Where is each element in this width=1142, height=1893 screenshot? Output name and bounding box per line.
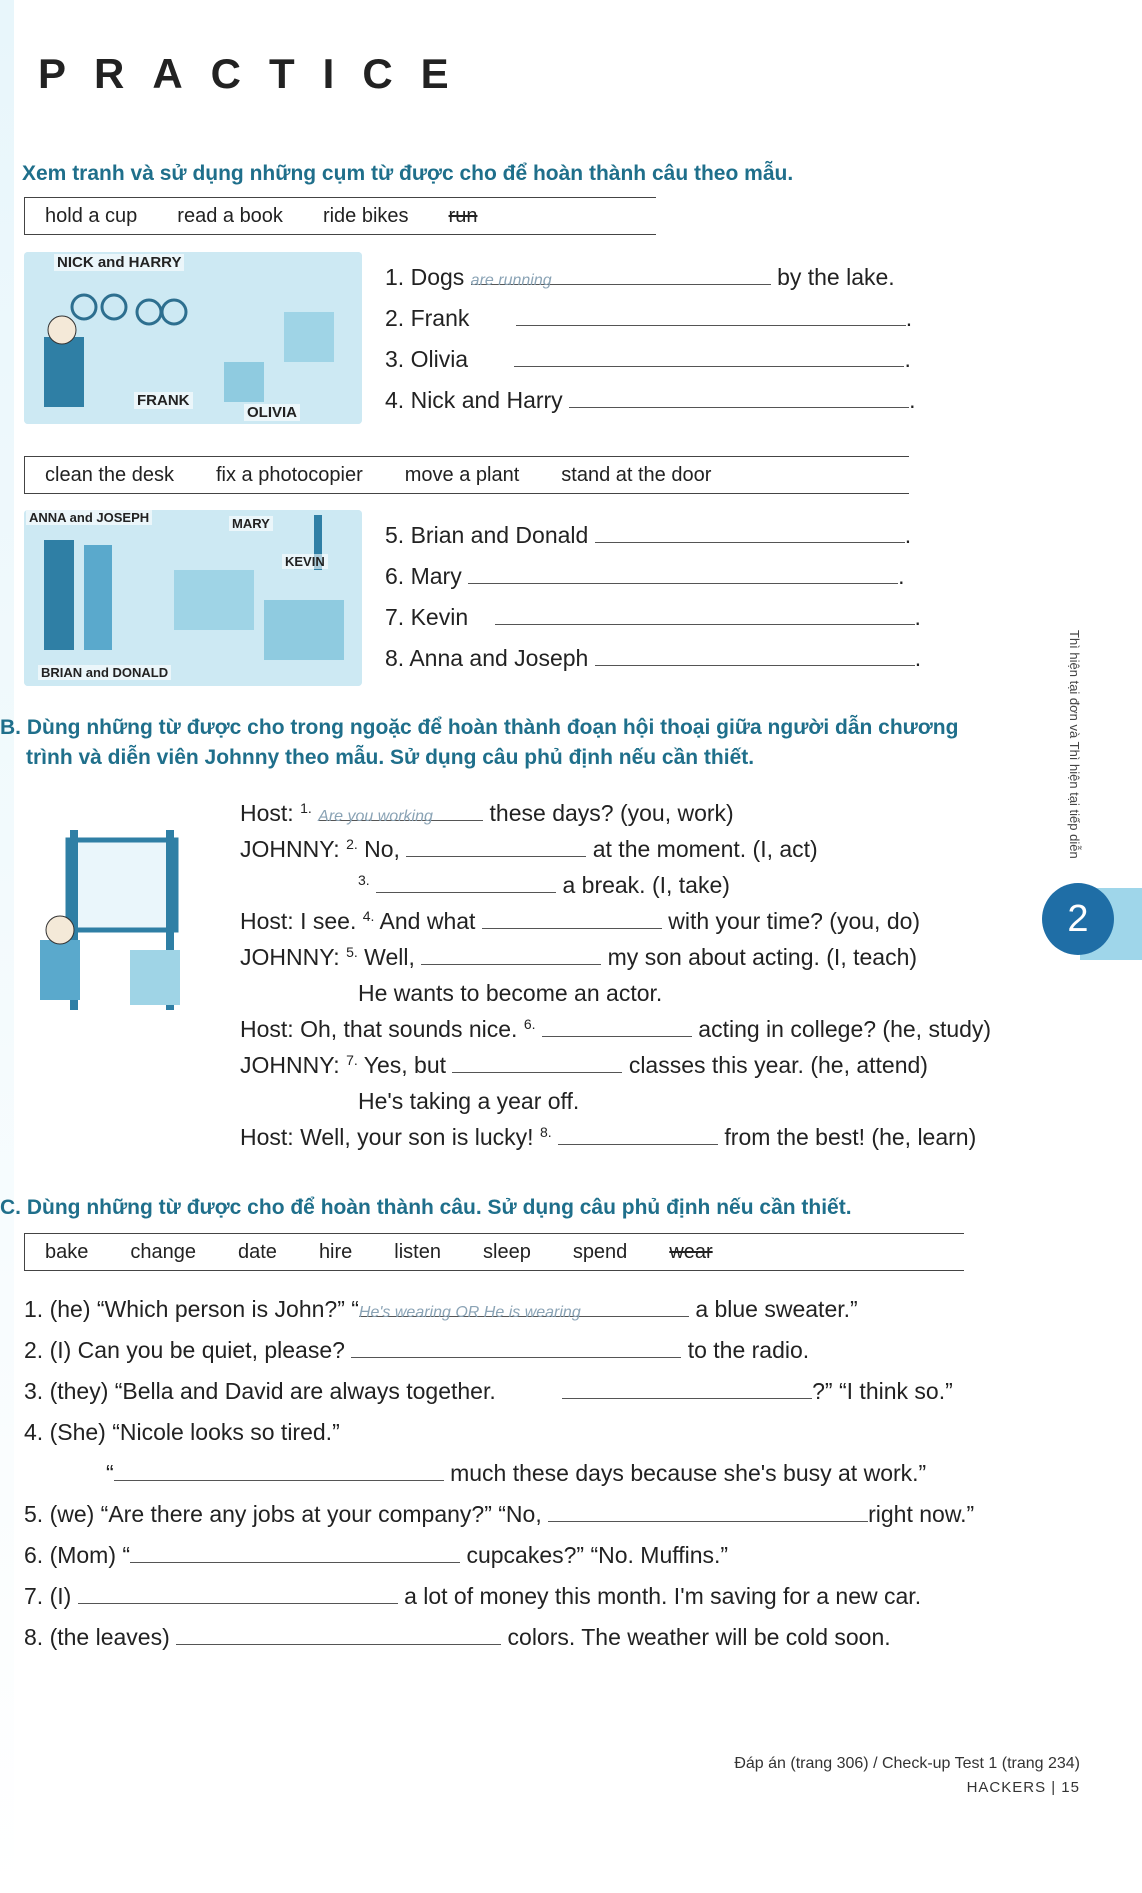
question-number: 4.	[385, 387, 405, 413]
answer-blank[interactable]	[548, 1501, 868, 1522]
dialogue-line-10	[240, 1124, 991, 1160]
answer-blank[interactable]	[495, 604, 915, 625]
word-box-3-item: change	[130, 1240, 196, 1263]
question-c1	[24, 1296, 974, 1337]
line-text: He wants to become an actor.	[358, 980, 663, 1006]
line-hint: at the moment. (I, act)	[592, 836, 818, 862]
word-box-3-item: hire	[318, 1240, 353, 1263]
word-box-3-item: sleep	[483, 1240, 531, 1263]
answer-blank[interactable]	[516, 305, 906, 326]
question-text: 3. (they) “Bella and David are always together.	[24, 1378, 496, 1404]
line-number: 7.	[346, 1052, 358, 1068]
question-reply: “I think so.”	[838, 1378, 953, 1404]
answer-blank[interactable]	[468, 563, 898, 584]
question-number: 7.	[385, 604, 405, 630]
question-subject: Dogs	[410, 264, 465, 290]
word-box-3-item: listen	[394, 1240, 441, 1263]
question-c2	[24, 1337, 974, 1378]
question-reply: “No,	[498, 1501, 542, 1527]
speaker: Host:	[240, 1124, 294, 1150]
line-number: 1.	[300, 800, 312, 816]
dialogue-line-5	[240, 944, 991, 980]
page-edge-decoration	[0, 0, 14, 1893]
question-c3	[24, 1378, 974, 1419]
word-box-2-item: move a plant	[404, 463, 520, 486]
line-number: 5.	[346, 944, 358, 960]
question-tail: .	[914, 645, 922, 671]
question-text: 7. (I)	[24, 1583, 72, 1609]
line-text: Well, your son is lucky!	[300, 1124, 534, 1150]
label-olivia: OLIVIA	[244, 404, 300, 421]
speaker: JOHNNY:	[240, 836, 340, 862]
question-c7	[24, 1583, 974, 1624]
example-answer: are running	[470, 272, 552, 289]
question-subject: Frank	[410, 305, 470, 331]
dialogue-line-9	[240, 1088, 991, 1124]
question-c4-continued	[24, 1460, 974, 1501]
quote-mark: “	[106, 1460, 114, 1486]
label-brian-donald: BRIAN and DONALD	[38, 665, 171, 680]
question-tail: .	[898, 563, 905, 589]
line-text: He's taking a year off.	[358, 1088, 580, 1114]
question-tail: a blue sweater.”	[695, 1296, 858, 1322]
question-number: 3.	[385, 346, 405, 372]
line-number: 8.	[539, 1124, 552, 1140]
speaker: Host:	[240, 800, 294, 826]
question-tail: .	[904, 522, 912, 548]
question-tail: .	[905, 305, 913, 331]
section-a-instruction: Xem tranh và sử dụng những cụm từ được cho để hoàn thành câu theo mẫu.	[22, 162, 794, 185]
lesson-number-badge	[1042, 866, 1114, 955]
question-text: 4. (She) “Nicole looks so tired.”	[24, 1419, 340, 1445]
park-drawing	[24, 252, 362, 424]
question-number: 2.	[385, 305, 405, 331]
office-drawing	[24, 510, 362, 686]
question-a1	[385, 264, 895, 291]
label-kevin: KEVIN	[282, 554, 328, 569]
answer-blank[interactable]	[376, 872, 556, 893]
question-tail: .	[914, 604, 921, 630]
word-box-2-item: fix a photocopier	[215, 463, 363, 486]
section-c-questions	[24, 1296, 974, 1665]
lesson-label: LESSON	[1059, 866, 1097, 876]
answer-blank[interactable]	[130, 1542, 460, 1563]
section-b-instruction-line2: trình và diễn viên Johnny theo mẫu. Sử dụng câu phủ định nếu cần thiết.	[26, 746, 755, 769]
word-box-3	[24, 1233, 964, 1271]
answer-blank[interactable]	[562, 1378, 812, 1399]
dialogue-line-8	[240, 1052, 991, 1088]
question-tail: much these days because she's busy at work.”	[450, 1460, 927, 1486]
line-hint: acting in college? (he, study)	[698, 1016, 992, 1042]
speaker: Host:	[240, 908, 294, 934]
word-box-2	[24, 456, 909, 494]
question-a2	[385, 305, 912, 332]
dialogue	[240, 800, 991, 1160]
example-answer: Are you working	[318, 808, 433, 825]
section-c-instruction: C. Dùng những từ được cho để hoàn thành câu. Sử dụng câu phủ định nếu cần thiết.	[0, 1196, 852, 1219]
dialogue-line-1	[240, 800, 991, 836]
question-text: 1. (he) “Which person is John?”	[24, 1296, 345, 1322]
dialogue-line-4	[240, 908, 991, 944]
question-subject: Kevin	[410, 604, 469, 630]
question-tail: colors. The weather will be cold soon.	[507, 1624, 891, 1650]
answer-blank[interactable]	[421, 944, 601, 965]
dialogue-line-3	[240, 872, 991, 908]
question-reply: “No. Muffins.”	[590, 1542, 729, 1568]
illustration-park	[24, 252, 362, 424]
question-tail: a lot of money this month. I'm saving for a new car.	[404, 1583, 922, 1609]
illustration-office	[24, 510, 362, 686]
question-number: 6.	[385, 563, 405, 589]
answer-blank[interactable]	[452, 1052, 622, 1073]
line-text: No,	[364, 836, 400, 862]
question-c6	[24, 1542, 974, 1583]
line-number: 4.	[362, 908, 375, 924]
footer-answer-ref: Đáp án (trang 306) / Check-up Test 1 (trang 234)	[734, 1755, 1080, 1772]
footer-page: HACKERS | 15	[966, 1779, 1080, 1796]
line-text: Oh, that sounds nice.	[300, 1016, 518, 1042]
word-box-1	[24, 197, 656, 235]
question-tail: .	[904, 346, 911, 372]
line-number: 3.	[358, 872, 370, 888]
answer-blank[interactable]	[176, 1624, 501, 1645]
line-text: Well,	[364, 944, 415, 970]
line-hint: with your time? (you, do)	[668, 908, 921, 934]
question-a4	[385, 387, 915, 414]
speaker: JOHNNY:	[240, 1052, 340, 1078]
word-box-2-item: stand at the door	[561, 463, 712, 486]
line-text: I see.	[300, 908, 357, 934]
answer-blank[interactable]	[78, 1583, 398, 1604]
answer-blank[interactable]	[482, 908, 662, 929]
word-box-3-item-crossed: wear	[669, 1240, 713, 1263]
line-number: 6.	[523, 1016, 536, 1032]
question-tail: right now.”	[868, 1501, 975, 1527]
footer	[734, 1755, 1080, 1796]
question-number: 5.	[385, 522, 405, 548]
question-subject: Mary	[410, 563, 462, 589]
question-subject: Anna and Joseph	[409, 645, 589, 671]
question-a5	[385, 522, 911, 549]
word-box-1-item: hold a cup	[45, 204, 138, 227]
line-hint: from the best! (he, learn)	[724, 1124, 977, 1150]
question-number: 1.	[385, 264, 405, 290]
question-number: 8.	[385, 645, 405, 671]
question-subject: Olivia	[410, 346, 469, 372]
question-a6	[385, 563, 904, 590]
answer-blank[interactable]	[470, 264, 771, 289]
question-text: 5. (we) “Are there any jobs at your company?”	[24, 1501, 492, 1527]
line-hint: a break. (I, take)	[562, 872, 730, 898]
illustration-tv-show	[30, 830, 190, 1010]
example-answer: He's wearing OR He is wearing	[358, 1304, 581, 1321]
label-nick-harry: NICK and HARRY	[54, 254, 184, 271]
answer-blank[interactable]	[595, 522, 905, 543]
word-box-3-item: date	[238, 1240, 277, 1263]
question-text: 2. (I) Can you be quiet, please?	[24, 1337, 345, 1363]
dialogue-line-6	[240, 980, 991, 1016]
speaker: Host:	[240, 1016, 294, 1042]
line-hint: classes this year. (he, attend)	[628, 1052, 928, 1078]
question-subject: Nick and Harry	[410, 387, 563, 413]
answer-blank[interactable]	[318, 800, 483, 825]
line-number: 2.	[346, 836, 358, 852]
label-frank: FRANK	[134, 392, 193, 409]
line-text: And what	[379, 908, 476, 934]
speaker: JOHNNY:	[240, 944, 340, 970]
question-text: 8. (the leaves)	[24, 1624, 170, 1650]
answer-blank[interactable]	[351, 1337, 681, 1358]
question-c4	[24, 1419, 974, 1460]
line-text: Yes, but	[363, 1052, 447, 1078]
answer-blank[interactable]	[595, 645, 915, 666]
answer-blank[interactable]	[569, 387, 909, 408]
tv-show-drawing	[30, 830, 190, 1010]
quote-mark: “	[351, 1296, 359, 1322]
question-a3	[385, 346, 911, 373]
question-tail: to the radio.	[687, 1337, 810, 1363]
line-hint: my son about acting. (I, teach)	[607, 944, 918, 970]
line-hint: these days? (you, work)	[489, 800, 734, 826]
question-text: 6. (Mom) “	[24, 1542, 131, 1568]
answer-blank[interactable]	[358, 1296, 689, 1321]
word-box-3-item: spend	[572, 1240, 628, 1263]
question-tail: cupcakes?”	[466, 1542, 585, 1568]
word-box-1-item-crossed: run	[448, 204, 478, 227]
question-c5	[24, 1501, 974, 1542]
answer-blank[interactable]	[558, 1124, 718, 1145]
dialogue-line-7	[240, 1016, 991, 1052]
side-chapter-title: Thì hiện tại đơn và Thì hiện tại tiếp diễn	[1067, 630, 1082, 859]
answer-blank[interactable]	[114, 1460, 444, 1481]
question-a7	[385, 604, 921, 631]
section-b-instruction-line1: B. Dùng những từ được cho trong ngoặc để hoàn thành đoạn hội thoại giữa người dẫn chương	[0, 716, 959, 739]
word-box-3-item: bake	[45, 1240, 89, 1263]
lesson-number: 2	[1067, 898, 1089, 940]
answer-blank[interactable]	[406, 836, 586, 857]
question-tail: by the lake.	[777, 264, 895, 290]
page-title: PRACTICE	[38, 50, 477, 97]
word-box-1-item: read a book	[177, 204, 283, 227]
word-box-1-item: ride bikes	[322, 204, 409, 227]
answer-blank[interactable]	[514, 346, 904, 367]
question-a8	[385, 645, 921, 672]
question-tail: .	[909, 387, 916, 413]
question-c8	[24, 1624, 974, 1665]
dialogue-line-2	[240, 836, 991, 872]
question-subject: Brian and Donald	[410, 522, 589, 548]
answer-blank[interactable]	[542, 1016, 692, 1037]
label-anna-joseph: ANNA and JOSEPH	[26, 510, 152, 525]
label-mary: MARY	[229, 516, 273, 531]
word-box-2-item: clean the desk	[45, 463, 174, 486]
question-tail: ?”	[812, 1378, 833, 1404]
